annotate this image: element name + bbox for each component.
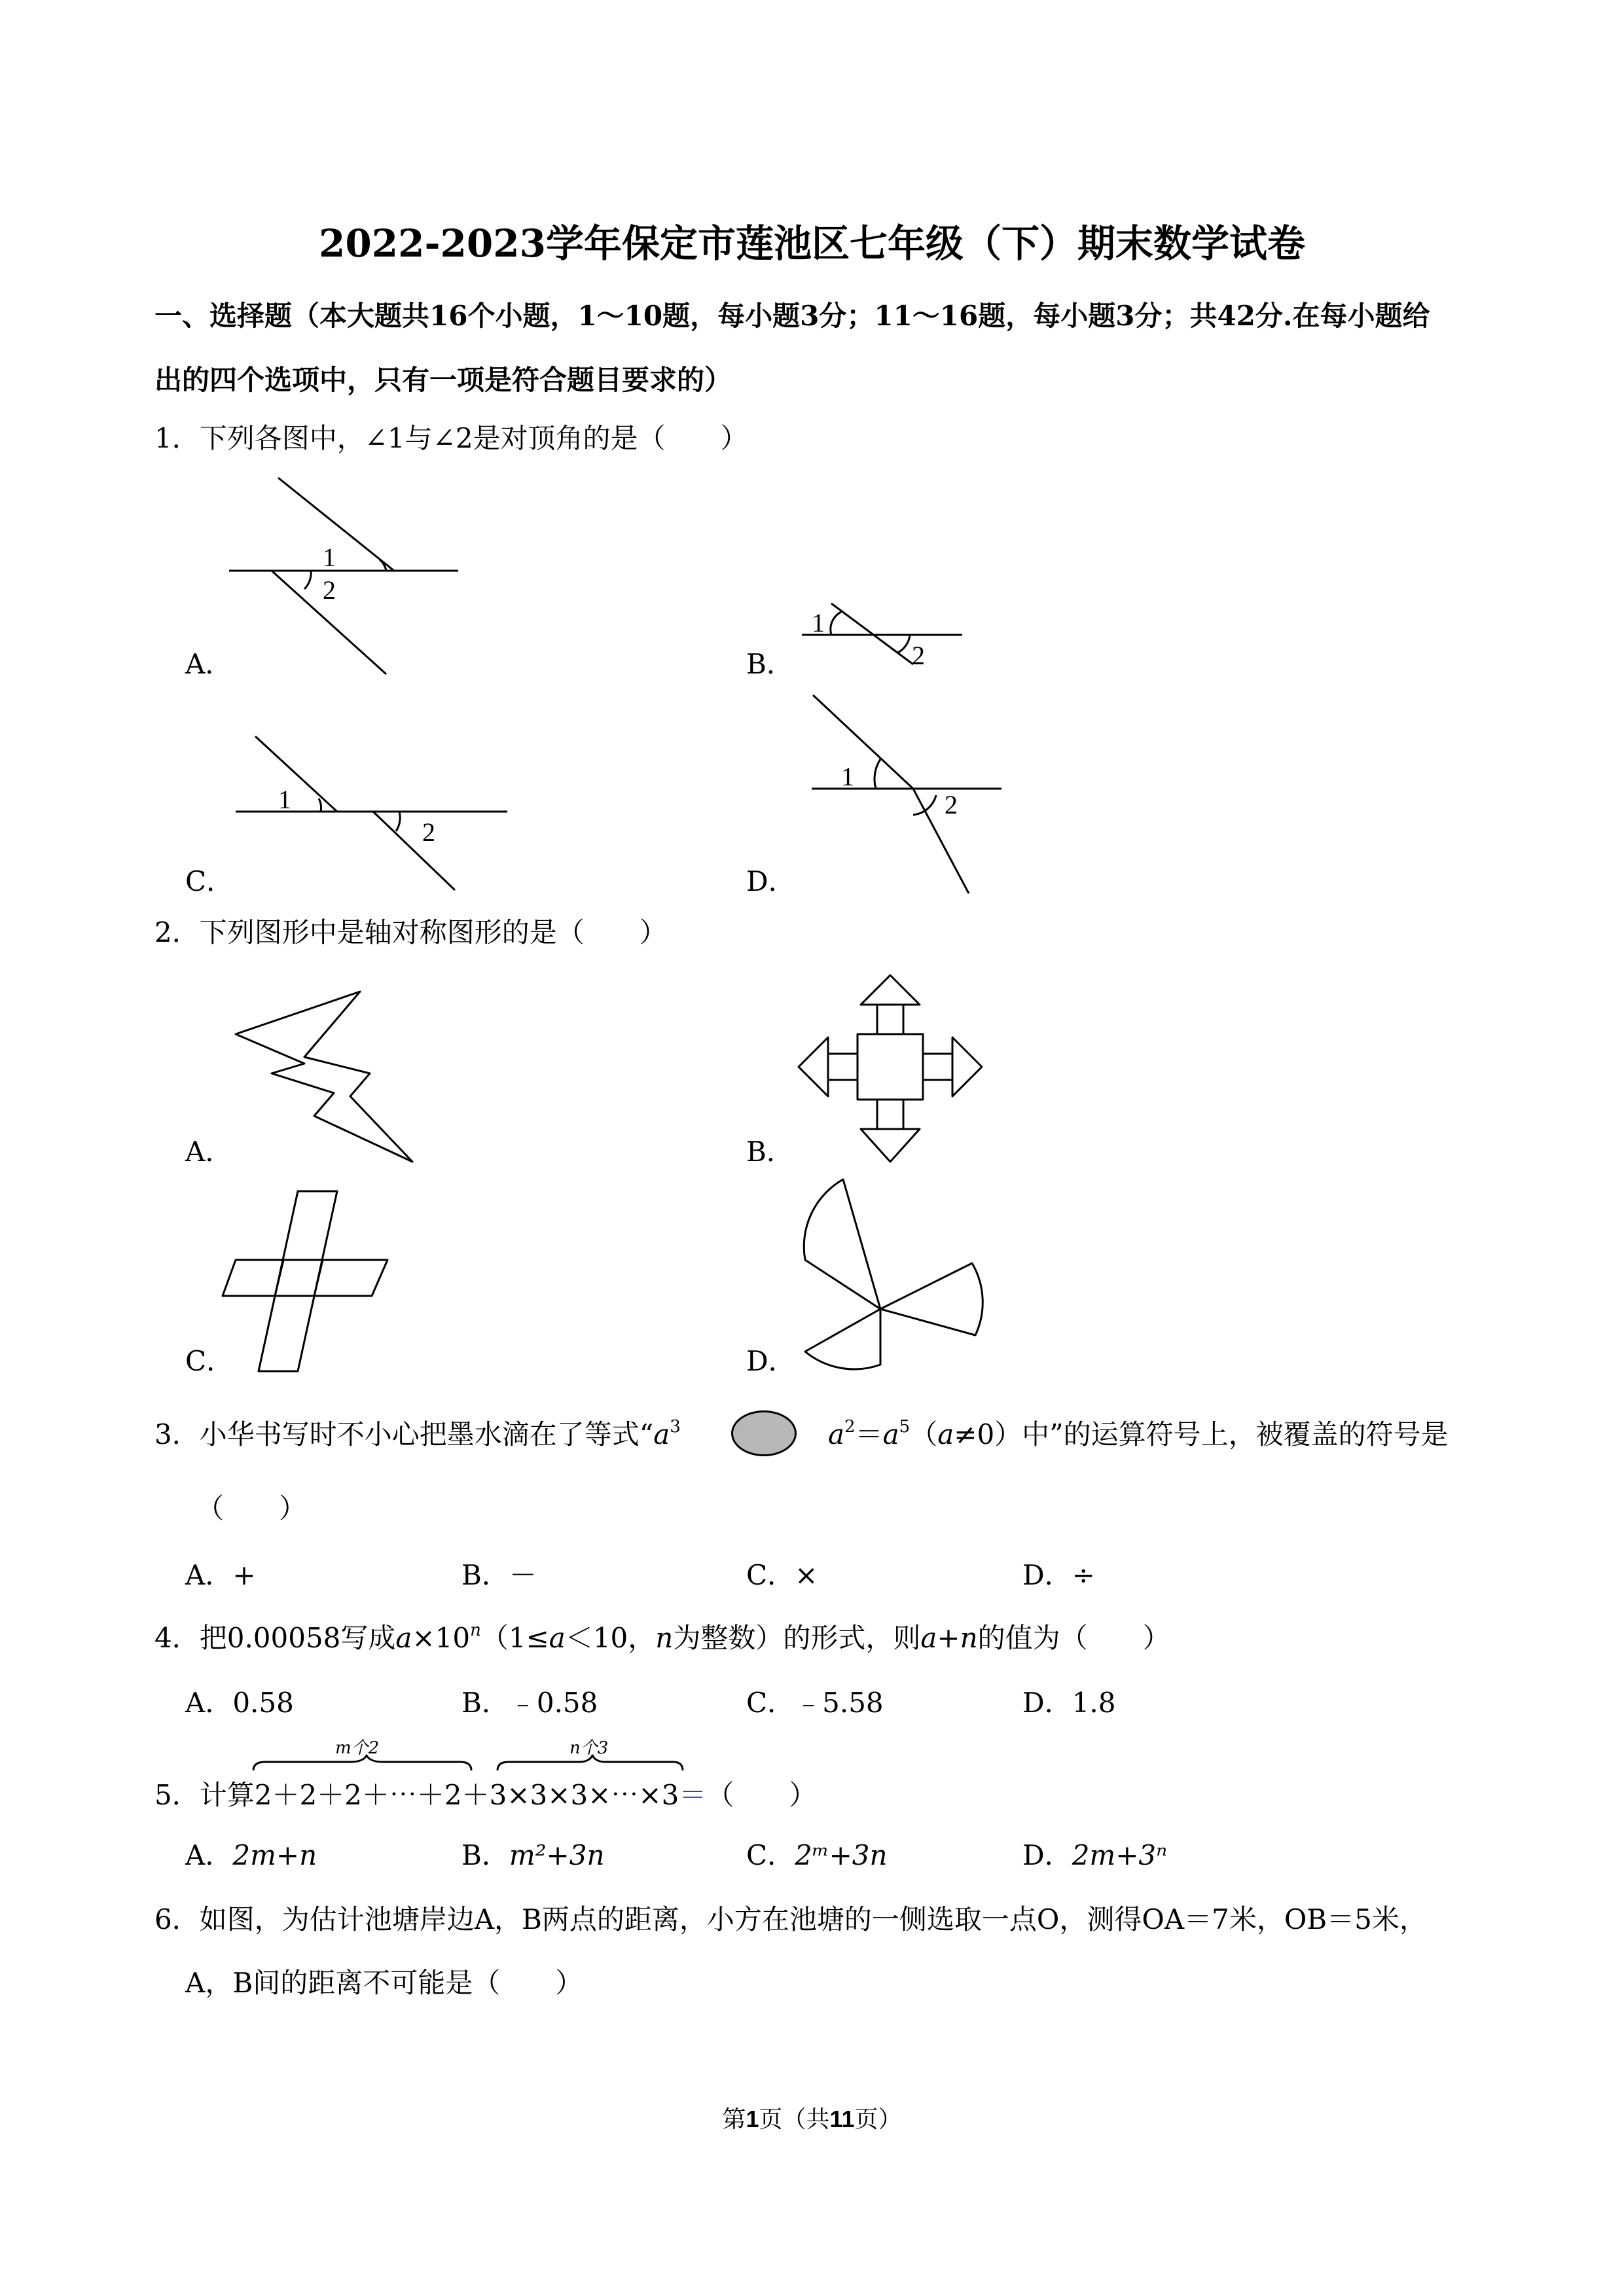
q1-figure-c [232, 726, 514, 897]
q6-stem-line1: 6．如图，为估计池塘岸边A，B两点的距离，小方在池塘的一侧选取一点O，测得OA＝7米，OB＝5米， [154, 1903, 1427, 1935]
q1-option-a: A． [185, 648, 233, 680]
q3-paren: （ ） [196, 1492, 307, 1524]
q3-option-a: A．+ [185, 1559, 256, 1591]
q1-option-c: C． [185, 865, 234, 897]
q5-stem: 5．计算2＋2＋2＋⋯＋2＋3×3×3×⋯×3＝（ ） [154, 1779, 817, 1811]
q2-option-a: A． [185, 1136, 233, 1168]
q1-c-label-1: 1 [278, 785, 291, 814]
q2-option-b: B． [746, 1136, 794, 1168]
q5-option-b: B．m²+3n [461, 1839, 605, 1871]
q6-stem-line2: A，B间的距离不可能是（ ） [185, 1967, 583, 1999]
q5-option-a: A．2m+n [185, 1839, 317, 1871]
section-header-line1: 一、选择题（本大题共16个小题，1～10题，每小题3分；11～16题，每小题3分；共42分.在每小题给 [154, 300, 1430, 332]
q2-option-d: D． [746, 1345, 796, 1377]
q5-brace2-label: n个3 [569, 1738, 609, 1758]
q2-figure-parallelogram-cross [232, 1188, 396, 1378]
q4-option-d: D．1.8 [1022, 1687, 1116, 1719]
q5-option-c: C．2ᵐ+3n [746, 1839, 888, 1871]
q1-stem: 1．下列各图中，∠1与∠2是对顶角的是（ ） [154, 422, 748, 454]
section-header-line2: 出的四个选项中，只有一项是符合题目要求的） [154, 364, 732, 396]
q1-a-label-1: 1 [323, 543, 336, 572]
q3-stem-part1: 3．小华书写时不小心把墨水滴在了等式“$a^3$ [154, 1417, 681, 1450]
q2-stem: 2．下列图形中是轴对称图形的是（ ） [154, 916, 667, 948]
q2-figure-arrows [795, 972, 985, 1168]
q3-option-d: D．÷ [1022, 1559, 1095, 1591]
q1-option-b: B． [746, 648, 794, 680]
q4-option-c: C．﹣5.58 [746, 1687, 884, 1719]
q5-brace1-label: m个2 [335, 1738, 380, 1758]
q1-d-label-2: 2 [945, 790, 958, 819]
ink-blot [731, 1410, 797, 1456]
q1-b-label-1: 1 [812, 608, 825, 637]
q3-option-b: B．－ [461, 1559, 537, 1591]
q4-stem: 4．把0.00058写成$a\times 10^n(1\le a<10$，n为整数）的形式，则a+n的值为（ ） [154, 1621, 1170, 1654]
q5-overbraces [252, 1754, 684, 1774]
q1-c-label-2: 2 [422, 817, 435, 847]
q1-option-d: D． [746, 865, 796, 897]
q1-a-label-2: 2 [323, 575, 336, 605]
q2-figure-lightning [232, 988, 422, 1165]
q1-b-label-2: 2 [912, 641, 925, 670]
q3-stem-part2: $a^2=a^5(a\ne 0)$中”的运算符号上，被覆盖的符号是 [828, 1417, 1449, 1450]
q1-figure-b [795, 596, 965, 668]
q1-figure-d [812, 687, 1008, 897]
q1-figure-a [229, 471, 465, 681]
q2-figure-pinwheel [802, 1178, 998, 1374]
q4-option-b: B．﹣0.58 [461, 1687, 598, 1719]
q2-option-c: C． [185, 1345, 234, 1377]
page-footer: 第1页（共11页） [722, 2106, 902, 2133]
q3-option-c: C．× [746, 1559, 818, 1591]
q1-d-label-1: 1 [841, 762, 854, 791]
q5-option-d: D．2m+3ⁿ [1022, 1839, 1168, 1871]
paper-title: 2022-2023学年保定市莲池区七年级（下）期末数学试卷 [319, 221, 1305, 266]
q4-option-a: A．0.58 [185, 1687, 294, 1719]
